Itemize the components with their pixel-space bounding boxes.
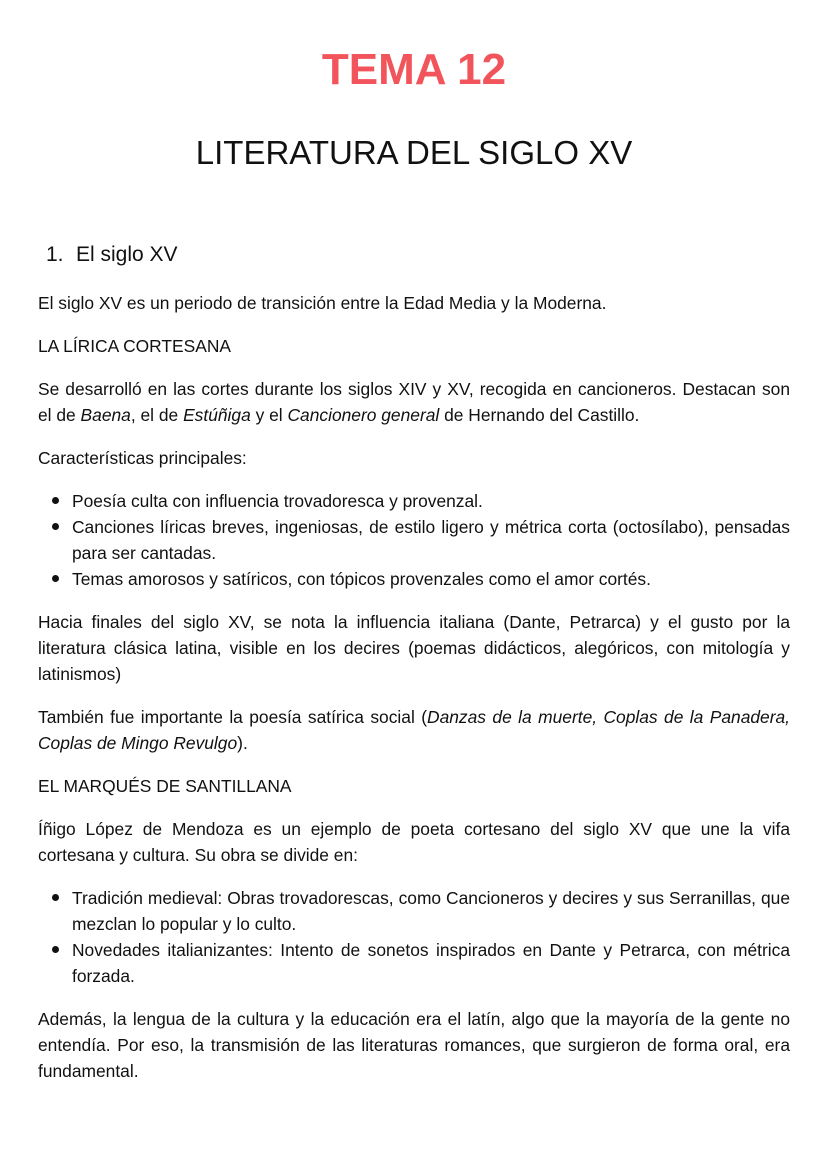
bullet-icon [52, 946, 59, 953]
page-subtitle: LITERATURA DEL SIGLO XV [195, 134, 633, 171]
list-item-text: Temas amorosos y satíricos, con tópicos provenzales como el amor cortés. [72, 569, 651, 589]
list-item-text: Novedades italianizantes: Intento de sonetos inspirados en Dante y Petrarca, con métrica forzada. [72, 940, 790, 986]
santillana-list [38, 885, 790, 989]
section-title: El siglo XV [76, 243, 178, 266]
list-item [38, 566, 790, 592]
bullet-icon [52, 894, 59, 901]
list-item [38, 514, 790, 566]
list-item [38, 488, 790, 514]
lirica-paragraph-2: Hacia finales del siglo XV, se nota la influencia italiana (Dante, Petrarca) y el gusto por la literatura clásica latina, visible en los decires (poemas didácticos, alegóricos, con mitología y latinismos) [38, 612, 790, 684]
bullet-icon [52, 497, 59, 504]
caracteristicas-label: Características principales: [38, 448, 247, 468]
intro-paragraph: El siglo XV es un periodo de transición entre la Edad Media y la Moderna. [38, 293, 607, 313]
list-item [38, 937, 790, 989]
text-run: y el [250, 405, 288, 425]
bullet-icon [52, 575, 59, 582]
page-title: TEMA 12 [321, 45, 507, 94]
lirica-paragraph-3 [38, 704, 790, 756]
list-item-text: Canciones líricas breves, ingeniosas, de estilo ligero y métrica corta (octosílabo), pensadas para ser cantadas. [72, 517, 790, 563]
list-item [38, 885, 790, 937]
santillana-paragraph-2: Además, la lengua de la cultura y la educación era el latín, algo que la mayoría de la gente no entendía. Por eso, la transmisión de las literaturas romances, que surgieron de forma oral, era fundamental. [38, 1009, 790, 1081]
list-item-text: Tradición medieval: Obras trovadorescas, como Cancioneros y decires y sus Serranillas, que mezclan lo popular y lo culto. [72, 888, 790, 934]
santillana-heading: EL MARQUÉS DE SANTILLANA [38, 776, 292, 796]
text-run: También fue importante la poesía satírica social ( [38, 707, 428, 727]
italic-works: Danzas de la muerte, Coplas de la Panadera, Coplas de Mingo Revulgo [38, 707, 790, 753]
italic-cancionero-general: Cancionero general [287, 405, 440, 425]
italic-estuniga: Estúñiga [183, 405, 251, 425]
document-body [38, 238, 790, 1101]
caracteristicas-list [38, 488, 790, 592]
santillana-paragraph-1: Íñigo López de Mendoza es un ejemplo de poeta cortesano del siglo XV que une la vifa cortesana y cultura. Su obra se divide en: [38, 819, 790, 865]
list-item-text: Poesía culta con influencia trovadoresca y provenzal. [72, 491, 483, 511]
text-run: de Hernando del Castillo. [439, 405, 640, 425]
section-heading [38, 238, 790, 272]
text-run: Se desarrolló en las cortes durante los siglos XIV y XV, recogida en cancioneros. Destacan son el de [38, 379, 790, 425]
lirica-paragraph-1 [38, 376, 790, 428]
text-run: , el de [130, 405, 184, 425]
text-run: ). [237, 733, 248, 753]
italic-baena: Baena [80, 405, 131, 425]
bullet-icon [52, 523, 59, 530]
section-number: 1. [46, 243, 64, 266]
lirica-heading: LA LÍRICA CORTESANA [38, 336, 231, 356]
